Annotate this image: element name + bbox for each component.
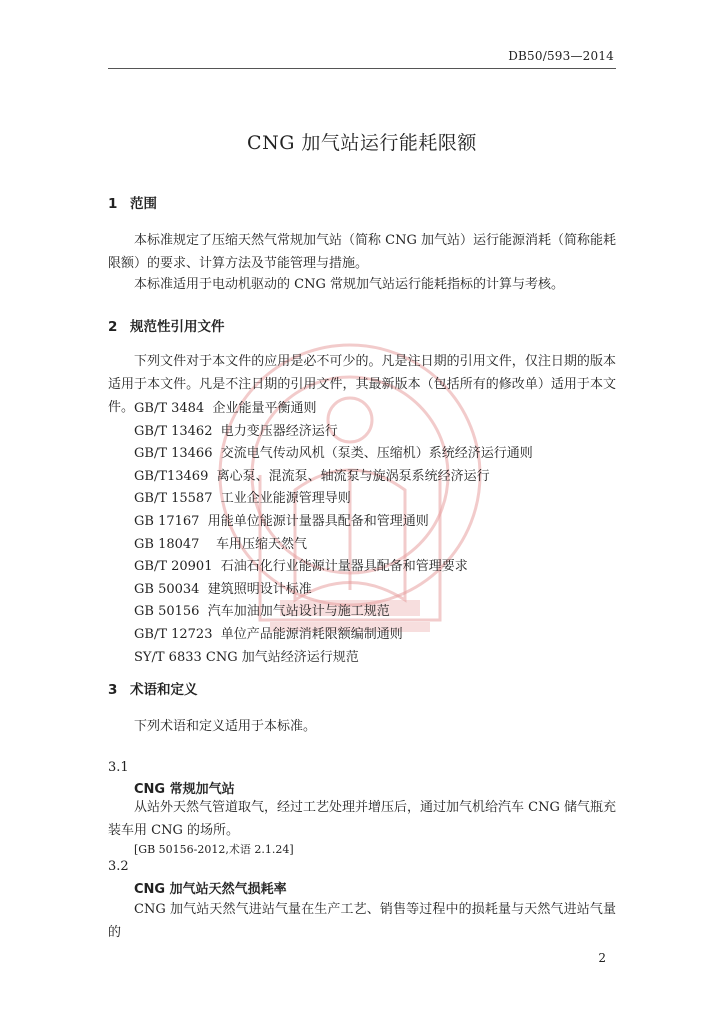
page-number: 2 (598, 951, 606, 965)
document-title: CNG 加气站运行能耗限额 (247, 132, 477, 154)
term-source: [GB 50156-2012,术语 2.1.24] (134, 843, 294, 856)
section-number: 3 (108, 682, 118, 698)
paragraph: 下列文件对于本文件的应用是必不可少的。凡是注日期的引用文件，仅注日期的版本适用于本文件。凡是不注日期的引用文件，其最新版本（包括所有的修改单）适用于本文件。 (108, 354, 616, 415)
reference-item: GB 50034 建筑照明设计标准 (134, 581, 312, 597)
reference-list (134, 398, 533, 669)
reference-item: GB/T 13462 电力变压器经济运行 (134, 423, 338, 439)
section-heading-normative-references (108, 315, 225, 335)
reference-item: SY/T 6833 CNG 加气站经济运行规范 (134, 649, 359, 665)
section-heading-scope (108, 192, 157, 212)
reference-item: GB/T 15587 工业企业能源管理导则 (134, 491, 351, 507)
term-name: CNG 常规加气站 (134, 782, 235, 797)
section-number: 2 (108, 319, 118, 335)
reference-item: GB/T 20901 石油石化行业能源计量器具配备和管理要求 (134, 559, 468, 575)
document-code: DB50/593—2014 (508, 49, 614, 63)
section-title: 术语和定义 (130, 682, 198, 698)
reference-item: GB/T 12723 单位产品能源消耗限额编制通则 (134, 626, 403, 642)
reference-item: GB 18047 车用压缩天然气 (134, 536, 307, 552)
section-title: 范围 (130, 196, 157, 212)
term-definition: 从站外天然气管道取气，经过工艺处理并增压后，通过加气机给汽车 CNG 储气瓶充装车用 CNG 的场所。 (108, 800, 616, 838)
term-name: CNG 加气站天然气损耗率 (134, 882, 287, 897)
header-divider (108, 68, 616, 69)
term-number: 3.1 (108, 760, 129, 775)
reference-item: GB 50156 汽车加油加气站设计与施工规范 (134, 604, 390, 620)
term-number: 3.2 (108, 859, 129, 874)
reference-item: GB 17167 用能单位能源计量器具配备和管理通则 (134, 513, 429, 529)
paragraph: 下列术语和定义适用于本标准。 (134, 719, 317, 734)
reference-item: GB/T 3484 企业能量平衡通则 (134, 401, 317, 416)
term-definition: CNG 加气站天然气进站气量在生产工艺、销售等过程中的损耗量与天然气进站气量的 (108, 902, 616, 940)
paragraph: 本标准适用于电动机驱动的 CNG 常规加气站运行能耗指标的计算与考核。 (134, 277, 564, 292)
reference-item: GB/T13469 离心泵、混流泵、轴流泵与旋涡泵系统经济运行 (134, 468, 490, 484)
paragraph: 本标准规定了压缩天然气常规加气站（简称 CNG 加气站）运行能源消耗（简称能耗限额）的要求、计算方法及节能管理与措施。 (108, 233, 616, 271)
section-title: 规范性引用文件 (130, 319, 225, 335)
section-heading-terms-definitions (108, 678, 198, 698)
reference-item: GB/T 13466 交流电气传动风机（泵类、压缩机）系统经济运行通则 (134, 446, 533, 462)
section-number: 1 (108, 196, 118, 212)
